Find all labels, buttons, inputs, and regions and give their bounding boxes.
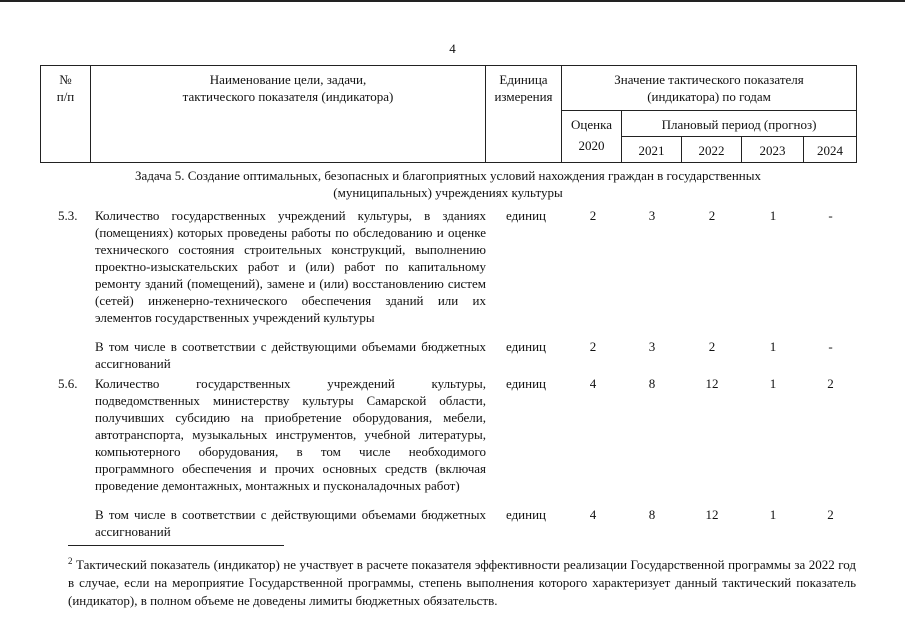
header-unit-line1: Единица — [499, 72, 548, 87]
row-value-2021: 8 — [648, 507, 656, 522]
header-num — [41, 66, 91, 163]
row-unit: единиц — [505, 339, 547, 354]
header-estimate-label: Оценка — [571, 117, 612, 132]
header-estimate-year: 2020 — [578, 138, 605, 153]
page-number: 4 — [449, 41, 456, 56]
row-value-2023: 1 — [769, 507, 777, 522]
header-num-line2: п/п — [56, 89, 75, 104]
row-value-2022: 12 — [705, 376, 719, 391]
header-year-2023: 2023 — [742, 137, 804, 163]
row-indicator-text: В том числе в соответствии с действующими объемами бюджетных ассигнований — [95, 339, 486, 371]
header-values-line1: Значение тактического показателя — [614, 72, 804, 87]
header-year-2021: 2021 — [622, 137, 682, 163]
row-value-2022: 2 — [708, 208, 716, 223]
row-value-2020: 4 — [589, 376, 597, 391]
header-unit-line2: измерения — [494, 89, 553, 104]
row-indicator-text: Количество государственных учреждений культуры, подведомственных министерству культуры Самарской области, получивших субсидию на приобретение оборудования, мебели, автотранспорта, музыкальных инструментов, учебной литературы, компьютерного оборудования, в том числе необходимого программного обеспечения и прочих основных средств (включая проведение демонтажных, монтажных и пусконаладочных работ) — [95, 376, 486, 493]
row-value-2023: 1 — [769, 339, 777, 354]
task-title-line1: Задача 5. Создание оптимальных, безопасных и благоприятных условий нахождения граждан в государственных — [135, 168, 761, 183]
row-indicator-text: Количество государственных учреждений культуры, в зданиях (помещениях) которых проведены работы по обследованию и оценке технического состояния строительных конструкций, выполнению проектно-изыскательских работ и (или) работ по капитальному ремонту зданий (помещений), замене и (или) восстановлению систем (сетей) инженерно-технического обеспечения зданий или их элементов государственных учреждений культуры — [95, 208, 486, 325]
row-value-2022: 2 — [708, 339, 716, 354]
row-value-2020: 2 — [589, 339, 597, 354]
row-value-2021: 3 — [648, 339, 656, 354]
row-value-2023: 1 — [769, 376, 777, 391]
header-year-2022: 2022 — [682, 137, 742, 163]
row-value-2024: - — [828, 208, 833, 223]
row-unit: единиц — [505, 208, 547, 223]
header-plan: Плановый период (прогноз) — [622, 111, 857, 137]
table-header — [40, 65, 857, 163]
task-title-line2: (муниципальных) учреждениях культуры — [333, 185, 563, 200]
header-values-line2: (индикатора) по годам — [647, 89, 771, 104]
footnote-rule — [68, 545, 284, 546]
task-title — [40, 167, 856, 201]
row-value-2021: 3 — [648, 208, 656, 223]
row-unit: единиц — [505, 507, 547, 522]
footnote — [68, 556, 856, 610]
row-value-2024: 2 — [827, 507, 834, 522]
header-num-line1: № — [59, 72, 72, 87]
row-indicator-text: В том числе в соответствии с действующими объемами бюджетных ассигнований — [95, 507, 486, 539]
row-number: 5.3. — [58, 208, 78, 223]
footnote-text: Тактический показатель (индикатор) не участвует в расчете показателя эффективности реализации Государственной программы за 2022 год в случае, если на мероприятие Государственной программы, степень выполнения которого характеризует данный тактический показатель (индикатор), в полном объеме не доведены лимиты бюджетных обязательств. — [68, 557, 856, 608]
header-values — [562, 66, 857, 111]
header-name-line1: Наименование цели, задачи, — [209, 72, 367, 87]
row-value-2021: 8 — [648, 376, 656, 391]
row-value-2020: 2 — [589, 208, 597, 223]
row-value-2023: 1 — [769, 208, 777, 223]
header-name-line2: тактического показателя (индикатора) — [182, 89, 394, 104]
header-year-2024: 2024 — [804, 137, 857, 163]
row-number: 5.6. — [58, 376, 78, 391]
row-value-2022: 12 — [705, 507, 719, 522]
header-unit — [486, 66, 562, 163]
header-name — [91, 66, 486, 163]
row-value-2024: 2 — [827, 376, 834, 391]
page-top-edge — [0, 0, 905, 2]
row-unit: единиц — [505, 376, 547, 391]
header-estimate — [562, 111, 622, 163]
footnote-marker: 2 — [68, 556, 73, 566]
row-value-2020: 4 — [589, 507, 597, 522]
row-value-2024: - — [828, 339, 833, 354]
